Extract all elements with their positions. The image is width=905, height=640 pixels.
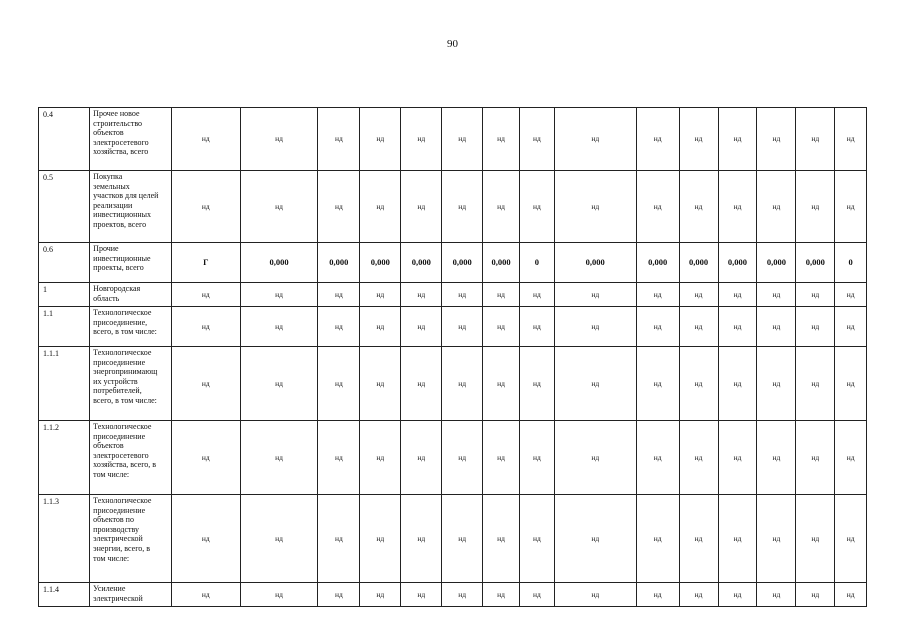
value-cell: нд: [636, 307, 679, 347]
value-cell: нд: [442, 108, 483, 171]
value-cell: нд: [520, 283, 555, 307]
value-cell: нд: [636, 283, 679, 307]
value-cell: нд: [401, 108, 442, 171]
table-row: [39, 421, 867, 495]
page-number: 90: [447, 38, 458, 50]
row-code: 0.4: [39, 108, 90, 171]
value-cell: нд: [240, 108, 318, 171]
value-cell: нд: [483, 495, 520, 583]
value-cell: нд: [796, 583, 835, 607]
value-cell: нд: [483, 108, 520, 171]
value-cell: нд: [554, 495, 636, 583]
value-cell: нд: [520, 307, 555, 347]
row-code: 1.1: [39, 307, 90, 347]
value-cell: нд: [718, 171, 757, 243]
value-cell: нд: [401, 171, 442, 243]
row-code: 1.1.3: [39, 495, 90, 583]
value-cell: нд: [360, 421, 401, 495]
value-cell: 0: [520, 243, 555, 283]
value-cell: нд: [360, 347, 401, 421]
value-cell: нд: [796, 307, 835, 347]
value-cell: 0: [835, 243, 867, 283]
row-name: Технологическое присоединение объектов электросетевого хозяйства, всего, в том числе:: [90, 421, 172, 495]
table-row: [39, 495, 867, 583]
value-cell: 0,000: [483, 243, 520, 283]
value-cell: нд: [520, 347, 555, 421]
value-cell: нд: [796, 421, 835, 495]
table-row: [39, 347, 867, 421]
value-cell: нд: [554, 421, 636, 495]
value-cell: нд: [360, 108, 401, 171]
row-code: 0.5: [39, 171, 90, 243]
value-cell: нд: [757, 171, 796, 243]
value-cell: 0,000: [318, 243, 360, 283]
value-cell: нд: [554, 347, 636, 421]
table-row: [39, 108, 867, 171]
value-cell: нд: [636, 347, 679, 421]
value-cell: нд: [240, 347, 318, 421]
value-cell: нд: [679, 421, 718, 495]
value-cell: нд: [835, 307, 867, 347]
value-cell: нд: [679, 307, 718, 347]
row-name: Покупка земельных участков для целей реализации инвестиционных проектов, всего: [90, 171, 172, 243]
value-cell: нд: [401, 307, 442, 347]
value-cell: нд: [172, 495, 241, 583]
value-cell: 0,000: [718, 243, 757, 283]
table-body: [39, 108, 867, 607]
value-cell: нд: [796, 283, 835, 307]
value-cell: нд: [318, 495, 360, 583]
value-cell: нд: [240, 283, 318, 307]
value-cell: нд: [318, 171, 360, 243]
value-cell: нд: [401, 583, 442, 607]
row-name: Технологическое присоединение, всего, в том числе:: [90, 307, 172, 347]
value-cell: нд: [718, 495, 757, 583]
value-cell: нд: [318, 583, 360, 607]
value-cell: нд: [757, 283, 796, 307]
value-cell: нд: [483, 347, 520, 421]
value-cell: нд: [442, 583, 483, 607]
value-cell: нд: [757, 307, 796, 347]
value-cell: нд: [318, 307, 360, 347]
value-cell: нд: [554, 307, 636, 347]
value-cell: нд: [636, 583, 679, 607]
value-cell: нд: [835, 283, 867, 307]
table-row: [39, 307, 867, 347]
value-cell: нд: [483, 171, 520, 243]
value-cell: нд: [796, 108, 835, 171]
table-row: [39, 583, 867, 607]
value-cell: нд: [172, 421, 241, 495]
investment-table: [38, 107, 867, 607]
value-cell: нд: [835, 108, 867, 171]
value-cell: нд: [679, 283, 718, 307]
value-cell: нд: [318, 108, 360, 171]
row-name: Прочие инвестиционные проекты, всего: [90, 243, 172, 283]
row-code: 1.1.2: [39, 421, 90, 495]
value-cell: нд: [442, 171, 483, 243]
row-name: Технологическое присоединение объектов по производству электрической энергии, всего, в том числе:: [90, 495, 172, 583]
value-cell: 0,000: [442, 243, 483, 283]
value-cell: 0,000: [796, 243, 835, 283]
value-cell: нд: [757, 495, 796, 583]
value-cell: нд: [483, 283, 520, 307]
value-cell: нд: [442, 495, 483, 583]
value-cell: нд: [718, 583, 757, 607]
value-cell: нд: [172, 347, 241, 421]
value-cell: нд: [483, 583, 520, 607]
value-cell: нд: [360, 495, 401, 583]
table-row: [39, 171, 867, 243]
row-name: Прочее новое строительство объектов электросетевого хозяйства, всего: [90, 108, 172, 171]
value-cell: нд: [318, 347, 360, 421]
row-name: Технологическое присоединение энергопринимающ их устройств потребителей, всего, в том числе:: [90, 347, 172, 421]
value-cell: нд: [442, 347, 483, 421]
value-cell: нд: [835, 583, 867, 607]
value-cell: нд: [757, 583, 796, 607]
value-cell: нд: [318, 421, 360, 495]
value-cell: нд: [554, 108, 636, 171]
value-cell: нд: [679, 495, 718, 583]
value-cell: нд: [757, 108, 796, 171]
value-cell: нд: [835, 347, 867, 421]
row-code: 1.1.4: [39, 583, 90, 607]
value-cell: нд: [757, 347, 796, 421]
value-cell: нд: [240, 307, 318, 347]
value-cell: нд: [520, 583, 555, 607]
value-cell: нд: [360, 283, 401, 307]
value-cell: нд: [636, 108, 679, 171]
value-cell: 0,000: [679, 243, 718, 283]
value-cell: нд: [718, 347, 757, 421]
value-cell: нд: [401, 347, 442, 421]
value-cell: нд: [554, 171, 636, 243]
row-code: 1.1.1: [39, 347, 90, 421]
value-cell: нд: [520, 171, 555, 243]
value-cell: нд: [483, 307, 520, 347]
row-name: Усиление электрической: [90, 583, 172, 607]
value-cell: нд: [679, 108, 718, 171]
value-cell: нд: [636, 421, 679, 495]
value-cell: нд: [835, 421, 867, 495]
value-cell: нд: [679, 583, 718, 607]
value-cell: нд: [679, 347, 718, 421]
value-cell: нд: [520, 495, 555, 583]
value-cell: нд: [401, 283, 442, 307]
value-cell: нд: [318, 283, 360, 307]
table-row: [39, 283, 867, 307]
value-cell: нд: [554, 283, 636, 307]
value-cell: нд: [718, 421, 757, 495]
value-cell: нд: [240, 171, 318, 243]
value-cell: нд: [401, 421, 442, 495]
value-cell: нд: [172, 171, 241, 243]
value-cell: нд: [636, 171, 679, 243]
value-cell: 0,000: [360, 243, 401, 283]
value-cell: нд: [360, 583, 401, 607]
value-cell: нд: [718, 108, 757, 171]
table-row: [39, 243, 867, 283]
value-cell: нд: [679, 171, 718, 243]
value-cell: нд: [796, 171, 835, 243]
value-cell: нд: [520, 108, 555, 171]
value-cell: 0,000: [554, 243, 636, 283]
value-cell: нд: [172, 307, 241, 347]
value-cell: нд: [442, 283, 483, 307]
value-cell: нд: [240, 583, 318, 607]
value-cell: 0,000: [757, 243, 796, 283]
value-cell: 0,000: [240, 243, 318, 283]
value-cell: нд: [796, 347, 835, 421]
value-cell: нд: [554, 583, 636, 607]
value-cell: нд: [835, 171, 867, 243]
value-cell: нд: [240, 421, 318, 495]
value-cell: нд: [360, 171, 401, 243]
value-cell: нд: [483, 421, 520, 495]
value-cell: 0,000: [636, 243, 679, 283]
value-cell: нд: [718, 307, 757, 347]
value-cell: нд: [442, 307, 483, 347]
value-cell: 0,000: [401, 243, 442, 283]
value-cell: Г: [172, 243, 241, 283]
value-cell: нд: [520, 421, 555, 495]
value-cell: нд: [835, 495, 867, 583]
value-cell: нд: [240, 495, 318, 583]
value-cell: нд: [442, 421, 483, 495]
row-code: 0.6: [39, 243, 90, 283]
value-cell: нд: [718, 283, 757, 307]
value-cell: нд: [360, 307, 401, 347]
row-code: 1: [39, 283, 90, 307]
value-cell: нд: [636, 495, 679, 583]
row-name: Новгородская область: [90, 283, 172, 307]
value-cell: нд: [172, 283, 241, 307]
value-cell: нд: [757, 421, 796, 495]
value-cell: нд: [172, 583, 241, 607]
value-cell: нд: [796, 495, 835, 583]
value-cell: нд: [172, 108, 241, 171]
value-cell: нд: [401, 495, 442, 583]
